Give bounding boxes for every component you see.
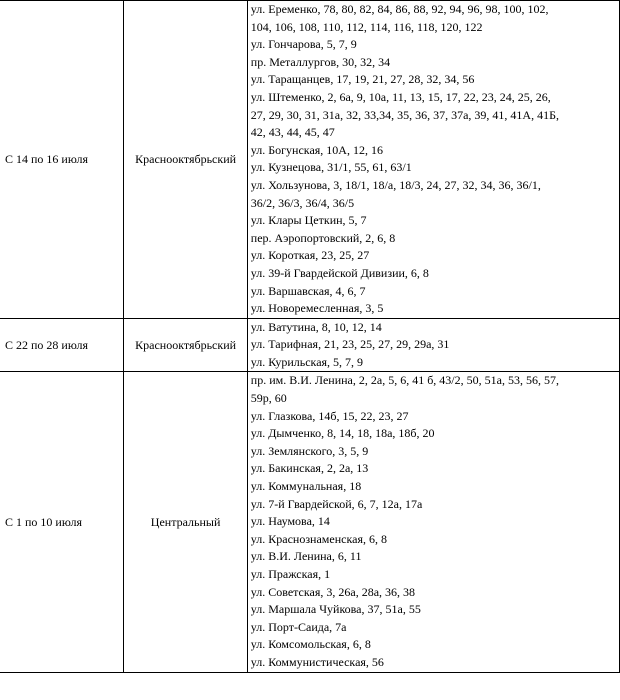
street-line: ул. Таращанцев, 17, 19, 21, 27, 28, 32, 34, 56 (250, 72, 475, 87)
period-text: С 1 по 10 июля (5, 514, 83, 529)
street-line: ул. Хользунова, 3, 18/1, 18/а, 18/3, 24, 27, 32, 34, 36, 36/1, (250, 177, 541, 192)
street-line: 27, 29, 30, 31, 31а, 32, 33,34, 35, 36, 37, 37а, 39, 41, 41А, 41Б, (250, 107, 559, 122)
street-line: ул. Гончарова, 5, 7, 9 (250, 37, 357, 52)
table-body (0, 1, 620, 673)
street-line: ул. Наумова, 14 (250, 514, 330, 529)
street-line: ул. Землянского, 3, 5, 9 (250, 443, 369, 458)
street-line: ул. 7-й Гвардейской, 6, 7, 12а, 17а (250, 496, 423, 511)
street-line: ул. Кузнецова, 31/1, 55, 61, 63/1 (250, 160, 412, 175)
street-line: ул. Ватутина, 8, 10, 12, 14 (250, 319, 382, 334)
street-line: ул. В.И. Ленина, 6, 11 (250, 549, 362, 564)
table-row (0, 318, 620, 372)
district-text: Краснооктябрьский (135, 337, 237, 352)
street-line: пер. Аэропортовский, 2, 6, 8 (250, 230, 396, 245)
district-text: Краснооктябрьский (135, 151, 237, 166)
street-line: пр. Металлургов, 30, 32, 34 (250, 54, 391, 69)
street-line: ул. Курильская, 5, 7, 9 (250, 354, 364, 369)
district-cell (124, 1, 247, 319)
period-text: С 22 по 28 июля (5, 337, 89, 352)
street-line: 104, 106, 108, 110, 112, 114, 116, 118, 120, 122 (250, 19, 483, 34)
district-cell (124, 318, 247, 372)
street-line: ул. Штеменко, 2, 6а, 9, 10а, 11, 13, 15, 17, 22, 23, 24, 25, 26, (250, 89, 551, 104)
street-line: ул. Пражская, 1 (250, 567, 331, 581)
period-text: С 14 по 16 июля (5, 151, 89, 166)
table-row (0, 372, 620, 672)
street-line: ул. Тарифная, 21, 23, 25, 27, 29, 29а, 31 (250, 337, 450, 352)
table-row (0, 1, 620, 319)
street-line: ул. Коммунальная, 18 (250, 479, 362, 494)
street-line: ул. Новоремесленная, 3, 5 (250, 301, 384, 316)
street-line: ул. Бакинская, 2, 2а, 13 (250, 461, 369, 476)
streets-cell (247, 1, 619, 319)
streets-cell (247, 318, 619, 372)
street-line: 36/2, 36/3, 36/4, 36/5 (250, 195, 355, 210)
street-line: ул. Порт-Саида, 7а (250, 619, 347, 634)
street-line: ул. Краснознаменская, 6, 8 (250, 531, 387, 546)
street-line: ул. Глазкова, 14б, 15, 22, 23, 27 (250, 408, 409, 423)
district-text: Центральный (150, 514, 221, 529)
street-line: ул. Комсомольская, 6, 8 (250, 637, 371, 652)
district-cell (124, 372, 247, 672)
street-line: ул. Еременко, 78, 80, 82, 84, 86, 88, 92, 94, 96, 98, 100, 102, (250, 2, 549, 16)
street-line: 59р, 60 (250, 391, 287, 406)
period-cell (0, 1, 124, 319)
street-line: ул. Клары Цеткин, 5, 7 (250, 213, 367, 228)
street-line: пр. им. В.И. Ленина, 2, 2а, 5, 6, 41 б, 43/2, 50, 51а, 53, 56, 57, (250, 373, 559, 388)
street-line: ул. 39-й Гвардейской Дивизии, 6, 8 (250, 265, 429, 280)
streets-cell (247, 372, 619, 672)
street-line: 42, 43, 44, 45, 47 (250, 125, 335, 140)
street-line: ул. Варшавская, 4, 6, 7 (250, 283, 366, 298)
street-line: ул. Богунская, 10А, 12, 16 (250, 142, 383, 157)
street-line: ул. Дымченко, 8, 14, 18, 18а, 18б, 20 (250, 426, 435, 441)
street-line: ул. Маршала Чуйкова, 37, 51а, 55 (250, 602, 421, 617)
period-cell (0, 372, 124, 672)
period-cell (0, 318, 124, 372)
street-line: ул. Коммунистическая, 56 (250, 654, 384, 669)
street-line: ул. Короткая, 23, 25, 27 (250, 248, 370, 263)
street-line: ул. Советская, 3, 26а, 28а, 36, 38 (250, 584, 416, 599)
